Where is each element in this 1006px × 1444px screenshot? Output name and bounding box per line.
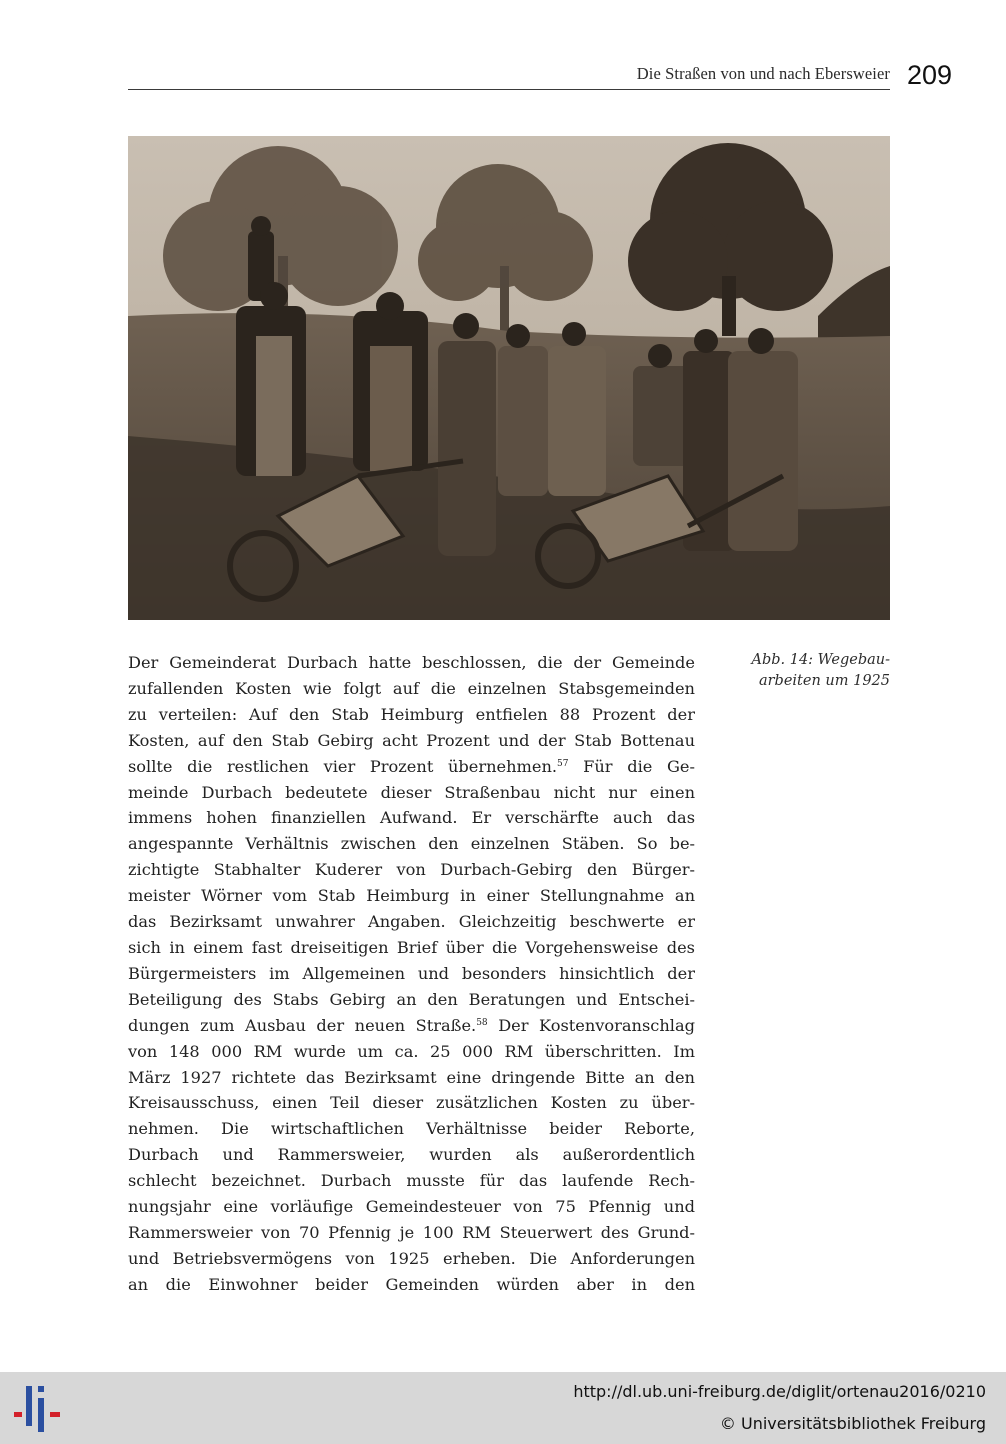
header-rule	[128, 89, 890, 90]
body-line: zu verteilen: Auf den Stab Heimburg entfielen 88 Prozent der	[128, 704, 695, 724]
photo-illustration	[128, 136, 890, 620]
body-line: zufallenden Kosten wie folgt auf die einzelnen Stabsgemeinden	[128, 678, 695, 698]
body-line: Rammersweier von 70 Pfennig je 100 RM Steuerwert des Grund-	[128, 1222, 695, 1242]
source-url-link[interactable]: http://dl.ub.uni-freiburg.de/diglit/ortenau2016/0210	[573, 1382, 986, 1401]
copyright-notice: © Universitätsbibliothek Freiburg	[719, 1414, 986, 1433]
historic-photo	[128, 136, 890, 620]
running-title: Die Straßen von und nach Ebersweier	[636, 64, 890, 83]
body-line: meinde Durbach bedeutete dieser Straßenbau nicht nur einen	[128, 782, 695, 802]
body-line: schlecht bezeichnet. Durbach musste für das laufende Rech-	[128, 1171, 695, 1191]
footer-bar	[0, 1372, 1006, 1444]
caption-line-2: arbeiten um 1925	[758, 673, 890, 689]
body-line: zichtigte Stabhalter Kuderer von Durbach-Gebirg den Bürger-	[128, 860, 695, 880]
page-number: 209	[907, 60, 953, 90]
body-line: Kreisausschuss, einen Teil dieser zusätzlichen Kosten zu über-	[128, 1093, 695, 1113]
body-line: immens hohen finanziellen Aufwand. Er verschärfte auch das	[128, 808, 695, 828]
caption-line-1: Abb. 14: Wegebau-	[751, 652, 890, 668]
body-line: nungsjahr eine vorläufige Gemeindesteuer von 75 Pfennig und	[128, 1197, 695, 1217]
body-line-with-footnote-58: dungen zum Ausbau der neuen Straße.$^{58}$ Der Kostenvoranschlag	[128, 1015, 695, 1035]
body-line: Bürgermeisters im Allgemeinen und besonders hinsichtlich der	[128, 963, 695, 983]
body-line: meister Wörner vom Stab Heimburg in einer Stellungnahme an	[128, 886, 695, 906]
body-line: das Bezirksamt unwahrer Angaben. Gleichzeitig beschwerte er	[128, 912, 695, 932]
figure-caption	[718, 650, 890, 692]
body-line-with-footnote-57: sollte die restlichen vier Prozent übernehmen.$^{57}$ Für die Ge-	[128, 756, 695, 776]
body-line: sich in einem fast dreiseitigen Brief über die Vorgehensweise des	[128, 937, 695, 957]
body-line: an die Einwohner beider Gemeinden würden aber in den	[128, 1274, 695, 1294]
body-line: Der Gemeinderat Durbach hatte beschlossen, die der Gemeinde	[128, 653, 695, 672]
body-line: Durbach und Rammersweier, wurden als außerordentlich	[128, 1145, 695, 1165]
body-paragraph	[128, 650, 695, 1298]
body-line: Kosten, auf den Stab Gebirg acht Prozent und der Stab Bottenau	[128, 730, 695, 750]
body-line: und Betriebsvermögens von 1925 erheben. Die Anforderungen	[128, 1248, 695, 1268]
body-line: Beteiligung des Stabs Gebirg an den Beratungen und Entschei-	[128, 989, 695, 1009]
footnote-ref-57[interactable]: 57	[557, 758, 569, 769]
library-logo-icon	[12, 1384, 64, 1434]
footnote-ref-58[interactable]: 58	[476, 1017, 488, 1028]
body-line: von 148 000 RM wurde um ca. 25 000 RM überschritten. Im	[128, 1041, 695, 1061]
body-line: März 1927 richtete das Bezirksamt eine dringende Bitte an den	[128, 1067, 695, 1087]
body-line: angespannte Verhältnis zwischen den einzelnen Stäben. So be-	[128, 834, 695, 854]
body-line: nehmen. Die wirtschaftlichen Verhältnisse beider Reborte,	[128, 1119, 695, 1139]
